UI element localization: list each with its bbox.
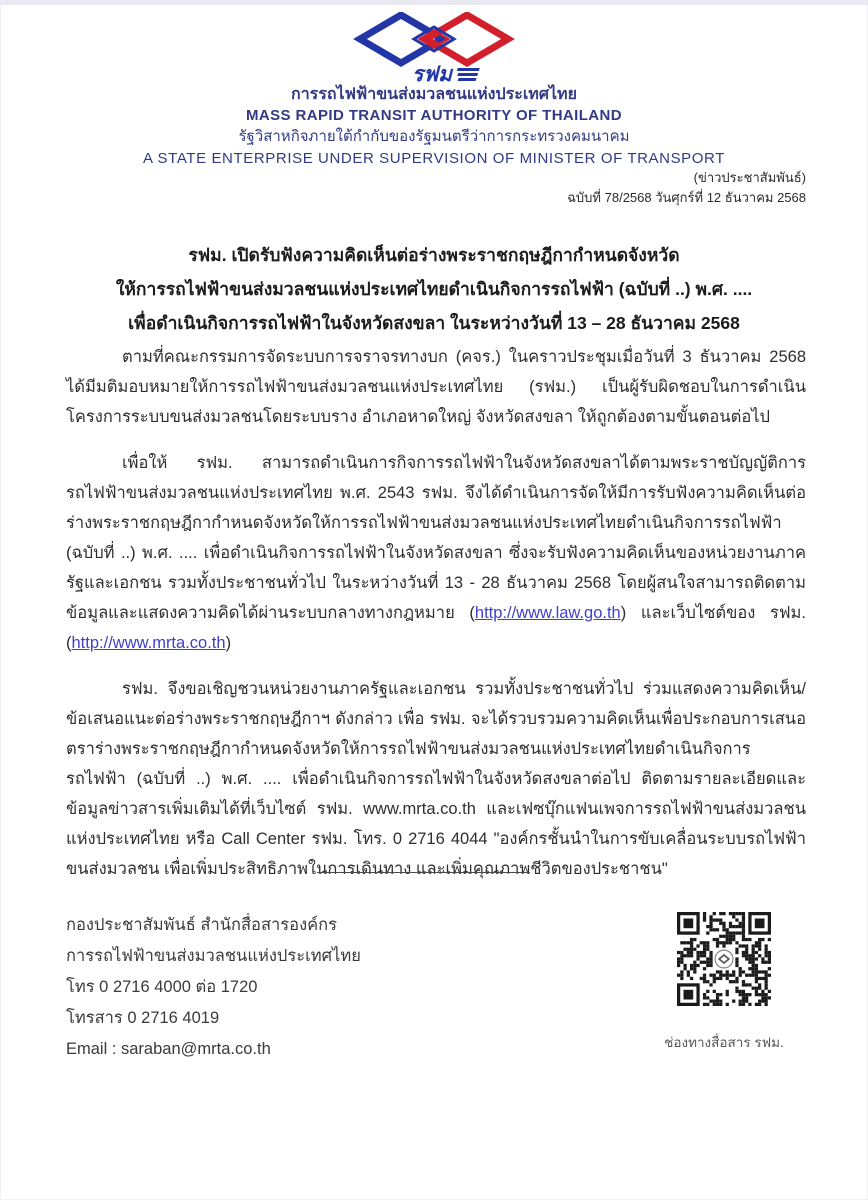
qr-code [677, 912, 771, 1006]
qr-block [646, 912, 802, 1053]
body-content [66, 342, 806, 900]
supervision-en: A STATE ENTERPRISE UNDER SUPERVISION OF MINISTER OF TRANSPORT [143, 150, 725, 167]
issue-date-line: ฉบับที่ 78/2568 วันศุกร์ที่ 12 ธันวาคม 2568 [567, 190, 806, 205]
paragraph-2 [66, 448, 806, 658]
page-top-edge [0, 0, 868, 5]
paragraph-2-mid: ) และเว็บไซต์ของ รฟม. ( [66, 604, 806, 652]
doc-type-label: (ข่าวประชาสัมพันธ์) [693, 170, 806, 185]
org-name-en: MASS RAPID TRANSIT AUTHORITY OF THAILAND [246, 107, 622, 124]
supervision-th: รัฐวิสาหกิจภายใต้กำกับของรัฐมนตรีว่าการกระทรวงคมนาคม [238, 128, 630, 145]
contact-dept: กองประชาสัมพันธ์ สำนักสื่อสารองค์กร [66, 916, 338, 934]
title-line-1: รฟม. เปิดรับฟังความคิดเห็นต่อร่างพระราชกฤษฎีกากำหนดจังหวัด [188, 245, 680, 265]
release-meta [567, 168, 806, 208]
org-header [0, 84, 868, 170]
contact-org: การรถไฟฟ้าขนส่งมวลชนแห่งประเทศไทย [66, 947, 361, 965]
mrta-website-link[interactable]: http://www.mrta.co.th [71, 634, 226, 652]
contact-phone: โทร 0 2716 4000 ต่อ 1720 [66, 978, 258, 996]
mrta-logo [0, 12, 868, 84]
qr-caption: ช่องทางสื่อสาร รฟม. [664, 1035, 784, 1050]
mrta-logo-icon [346, 12, 522, 84]
contact-fax: โทรสาร 0 2716 4019 [66, 1009, 220, 1027]
title-line-2: ให้การรถไฟฟ้าขนส่งมวลชนแห่งประเทศไทยดำเนินกิจการรถไฟฟ้า (ฉบับที่ ..) พ.ศ. .... [115, 279, 753, 299]
law-portal-link[interactable]: http://www.law.go.th [474, 604, 621, 622]
contact-email: Email : saraban@mrta.co.th [66, 1040, 271, 1058]
logo-wordmark: รฟม [412, 63, 452, 84]
paragraph-1: ตามที่คณะกรรมการจัดระบบการจราจรทางบก (คจร.) ในคราวประชุมเมื่อวันที่ 3 ธันวาคม 2568 ได้มีมติมอบหมายให้การรถไฟฟ้าขนส่งมวลชนแห่งประเทศไทย (รฟม.) เป็นผู้รับผิดชอบในการดำเนินโครงการระบบขนส่งมวลชนโดยระบบราง อำเภอหาดใหญ่ จังหวัดสงขลา ให้ถูกต้องตามขั้นตอนต่อไป [66, 348, 806, 426]
paragraph-2-text: เพื่อให้ รฟม. สามารถดำเนินการกิจการรถไฟฟ้าในจังหวัดสงขลาได้ตามพระราชบัญญัติการรถไฟฟ้าขนส่งมวลชนแห่งประเทศไทย พ.ศ. 2543 รฟม. จึงได้ดำเนินการจัดให้มีการรับฟังความคิดเห็นต่อร่างพระราชกฤษฎีกากำหนดจังหวัดให้การรถไฟฟ้าขนส่งมวลชนแห่งประเทศไทยดำเนินกิจการรถไฟฟ้า (ฉบับที่ ..) พ.ศ. .... เพื่อดำเนินกิจการรถไฟฟ้าในจังหวัดสงขลา ซึ่งจะรับฟังความคิดเห็นของหน่วยงานภาครัฐและเอกชน รวมทั้งประชาชนทั่วไป ในระหว่างวันที่ 13 - 28 ธันวาคม 2568 โดยผู้สนใจสามารถติดตามข้อมูลและแสดงความคิดได้ผ่านระบบกลางทางกฎหมาย ( [66, 454, 806, 622]
logo-speed-lines [454, 68, 480, 81]
paragraph-3: รฟม. จึงขอเชิญชวนหน่วยงานภาครัฐและเอกชน รวมทั้งประชาชนทั่วไป ร่วมแสดงความคิดเห็น/ข้อเสนอแนะต่อร่างพระราชกฤษฎีกาฯ ดังกล่าว เพื่อ รฟม. จะได้รวบรวมความคิดเห็นเพื่อประกอบการเสนอตราร่างพระราชกฤษฎีกากำหนดจังหวัดให้การรถไฟฟ้าขนส่งมวลชนแห่งประเทศไทยดำเนินกิจการรถไฟฟ้า (ฉบับที่ ..) พ.ศ. .... เพื่อดำเนินกิจการรถไฟฟ้าในจังหวัดสงขลาต่อไป ติดตามรายละเอียดและข้อมูลข่าวสารเพิ่มเติมได้ที่เว็บไซต์ รฟม. www.mrta.co.th และเฟซบุ๊กแฟนเพจการรถไฟฟ้าขนส่งมวลชนแห่งประเทศไทย หรือ Call Center รฟม. โทร. 0 2716 4044 "องค์กรชั้นนำในการขับเคลื่อนระบบรถไฟฟ้าขนส่งมวลชน เพื่อเพิ่มประสิทธิภาพในการเดินทาง และเพิ่มคุณภาพชีวิตของประชาชน" [66, 680, 806, 878]
contact-block [66, 910, 361, 1065]
signature-divider [317, 872, 530, 873]
title-line-3: เพื่อดำเนินกิจการรถไฟฟ้าในจังหวัดสงขลา ในระหว่างวันที่ 13 – 28 ธันวาคม 2568 [128, 313, 740, 333]
org-name-th: การรถไฟฟ้าขนส่งมวลชนแห่งประเทศไทย [291, 86, 577, 103]
press-release-title [56, 238, 812, 340]
paragraph-2-end: ) [225, 634, 232, 652]
